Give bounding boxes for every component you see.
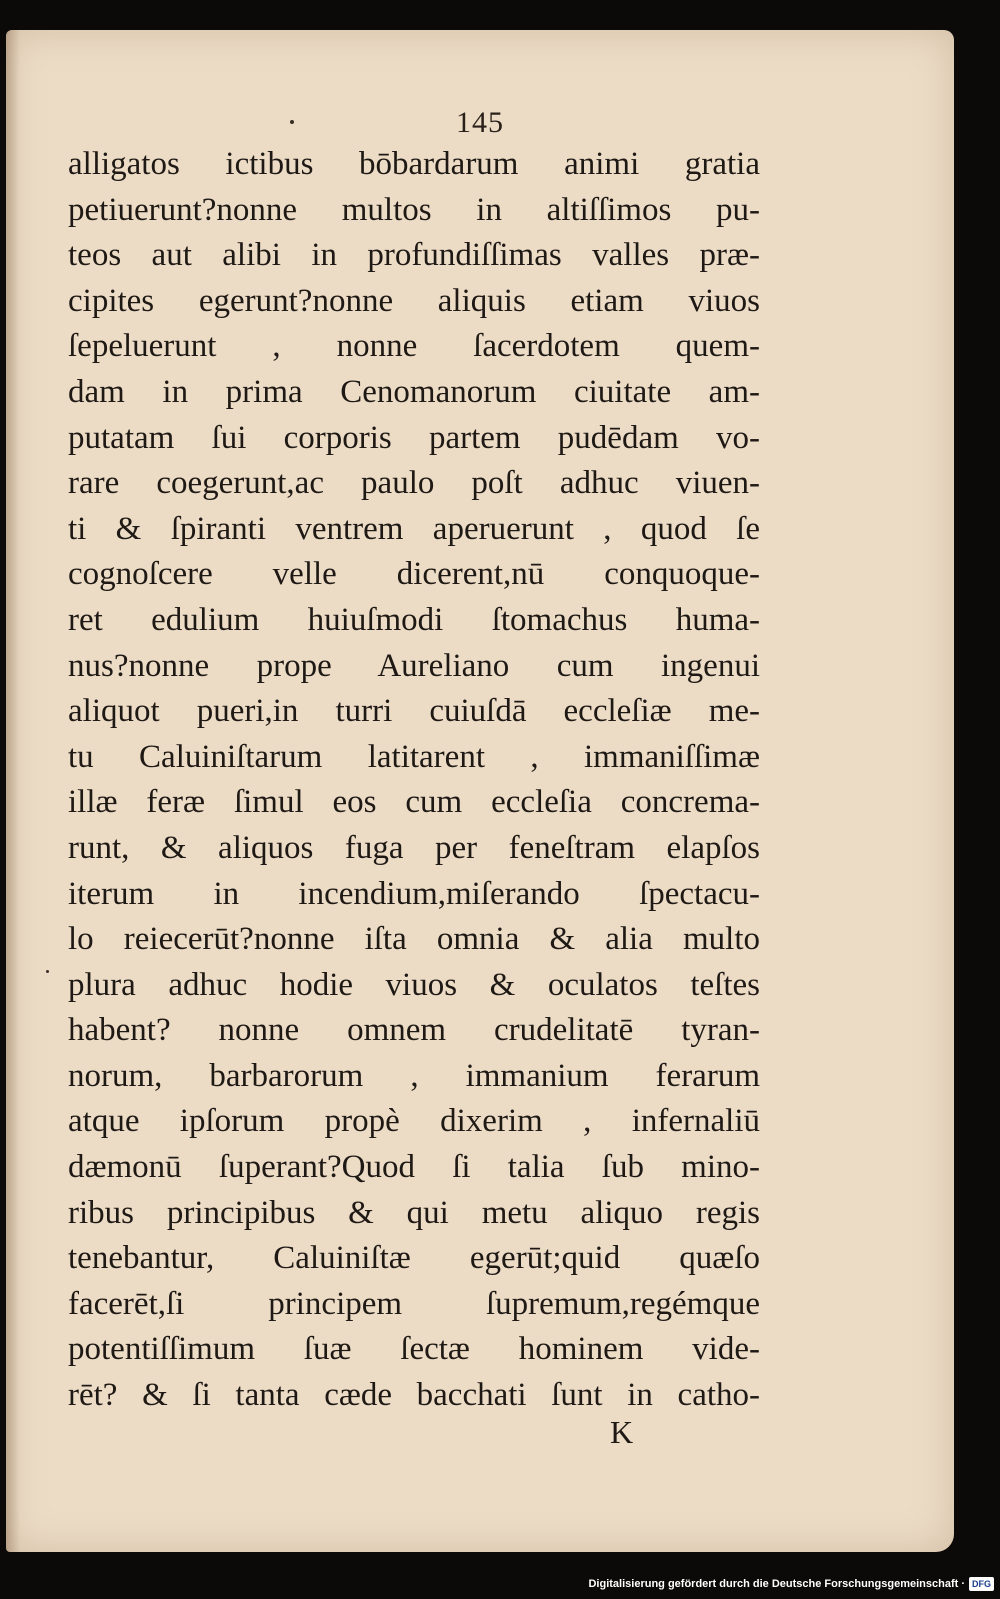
text-line: dam in prima Cenomanorum ciuitate am- (68, 373, 760, 410)
text-line: ret edulium huiuſmodi ſtomachus huma- (68, 601, 760, 638)
text-line: tu Caluiniſtarum latitarent , immaniſſimæ (68, 738, 760, 775)
signature-mark: K (610, 1414, 634, 1450)
text-line: runt, & aliquos fuga per feneſtram elapſos (68, 829, 760, 866)
credit-text: Digitalisierung gefördert durch die Deutsche Forschungsgemeinschaft · (588, 1578, 965, 1590)
text-line: iterum in incendium,miſerando ſpectacu- (68, 875, 760, 912)
text-line: atque ipſorum propè dixerim , infernaliū (68, 1103, 760, 1140)
text-line: ti & ſpiranti ventrem aperuerunt , quod ſe (68, 510, 760, 547)
text-line: rēt? & ſi tanta cæde bacchati ſunt in catho- (68, 1377, 760, 1414)
text-line: plura adhuc hodie viuos & oculatos teſtes (68, 966, 760, 1003)
text-line: dæmonū ſuperant?Quod ſi talia ſub mino- (68, 1149, 760, 1186)
dfg-logo-icon: DFG (969, 1577, 994, 1591)
text-line: cipites egerunt?nonne aliquis etiam viuos (68, 282, 760, 319)
text-line: putatam ſui corporis partem pudēdam vo- (68, 419, 760, 456)
text-line: cognoſcere velle dicerent,nū conquoque- (68, 556, 760, 593)
page-gutter-shadow (6, 30, 20, 1552)
text-line: ribus principibus & qui metu aliquo regis (68, 1194, 760, 1231)
text-line: petiuerunt?nonne multos in altiſſimos pu- (68, 191, 760, 228)
digitization-credit (588, 1573, 994, 1595)
text-line: teos aut alibi in profundiſſimas valles præ- (68, 237, 760, 274)
page-number: 145 (456, 106, 504, 139)
text-line: aliquot pueri,in turri cuiuſdā eccleſiæ me- (68, 693, 760, 730)
text-line: ſepeluerunt , nonne ſacerdotem quem- (68, 328, 760, 365)
book-page (6, 30, 954, 1552)
body-text (68, 142, 760, 1419)
text-line: nus?nonne prope Aureliano cum ingenui (68, 647, 760, 684)
text-line: illæ feræ ſimul eos cum eccleſia concrema- (68, 784, 760, 821)
text-line: alligatos ictibus bōbardarum animi gratia (68, 146, 760, 182)
text-line: habent? nonne omnem crudelitatē tyran- (68, 1012, 760, 1049)
text-line: facerēt,ſi principem ſupremum,regémque (68, 1285, 760, 1322)
ink-speck (290, 120, 294, 124)
ink-speck (46, 970, 49, 973)
text-line: norum, barbarorum , immanium ferarum (68, 1057, 760, 1094)
text-line: lo reiecerūt?nonne iſta omnia & alia multo (68, 921, 760, 958)
text-line: potentiſſimum ſuæ ſectæ hominem vide- (68, 1331, 760, 1368)
text-line: tenebantur, Caluiniſtæ egerūt;quid quæſo (68, 1240, 760, 1277)
text-line: rare coegerunt,ac paulo poſt adhuc viuen- (68, 465, 760, 502)
